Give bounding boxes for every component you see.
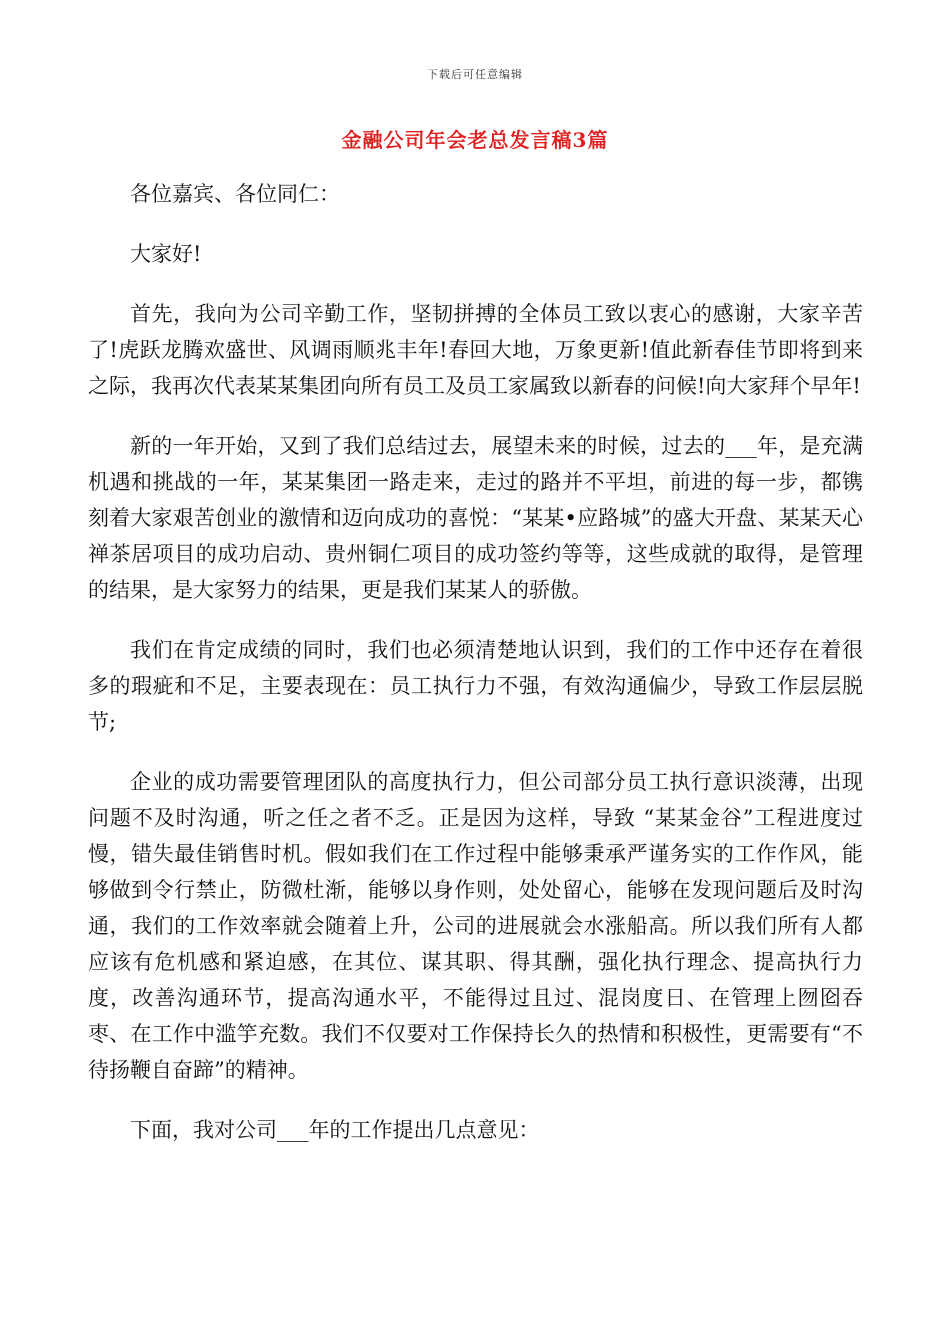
header-note: 下载后可任意编辑 — [427, 68, 523, 81]
paragraph-execution: 企业的成功需要管理团队的高度执行力，但公司部分员工执行意识淡薄，出现问题不及时沟通，听之任之者不乏。正是因为这样，导致 “某某金谷”工程进度过慢，错失最佳销售时机。假如我们在工作过程中能够秉承严谨务实的工作作风，能够做到令行禁止，防微杜渐，能够以身作则，处处留心，能够在发现问题后及时沟通，我们的工作效率就会随着上升，公司的进展就会水涨船高。所以我们所有人都应该有危机感和紧迫感，在其位、谋其职、得其酬，强化执行理念、提高执行力度，改善沟通环节，提高沟通水平，不能得过且过、混岗度日、在管理上囫囵吞枣、在工作中滥竽充数。我们不仅要对工作保持长久的热情和积极性，更需要有“不待扬鞭自奋蹄”的精神。 — [88, 770, 863, 1082]
greeting: 大家好! — [130, 242, 202, 266]
paragraph-opinions-intro: 下面，我对公司___年的工作提出几点意见： — [130, 1118, 540, 1142]
paragraph-shortcomings: 我们在肯定成绩的同时，我们也必须清楚地认识到，我们的工作中还存在着很多的瑕疵和不足，主要表现在：员工执行力不强，有效沟通偏少，导致工作层层脱节; — [88, 638, 863, 734]
document-title: 金融公司年会老总发言稿3篇 — [341, 128, 609, 152]
paragraph-thanks: 首先，我向为公司辛勤工作，坚韧拼搏的全体员工致以衷心的感谢，大家辛苦了!虎跃龙腾欢盛世、风调雨顺兆丰年!春回大地，万象更新!值此新春佳节即将到来之际，我再次代表某某集团向所有员工及员工家属致以新春的问候!向大家拜个早年! — [88, 302, 863, 398]
paragraph-review: 新的一年开始，又到了我们总结过去，展望未来的时候，过去的___年，是充满机遇和挑战的一年，某某集团一路走来，走过的路并不平坦，前进的每一步，都镌刻着大家艰苦创业的激情和迈向成功的喜悦：“某某•应路城”的盛大开盘、某某天心禅茶居项目的成功启动、贵州铜仁项目的成功签约等等，这些成就的取得，是管理的结果，是大家努力的结果，更是我们某某人的骄傲。 — [88, 434, 863, 602]
document-body — [88, 176, 863, 1172]
salutation: 各位嘉宾、各位同仁： — [130, 182, 340, 206]
